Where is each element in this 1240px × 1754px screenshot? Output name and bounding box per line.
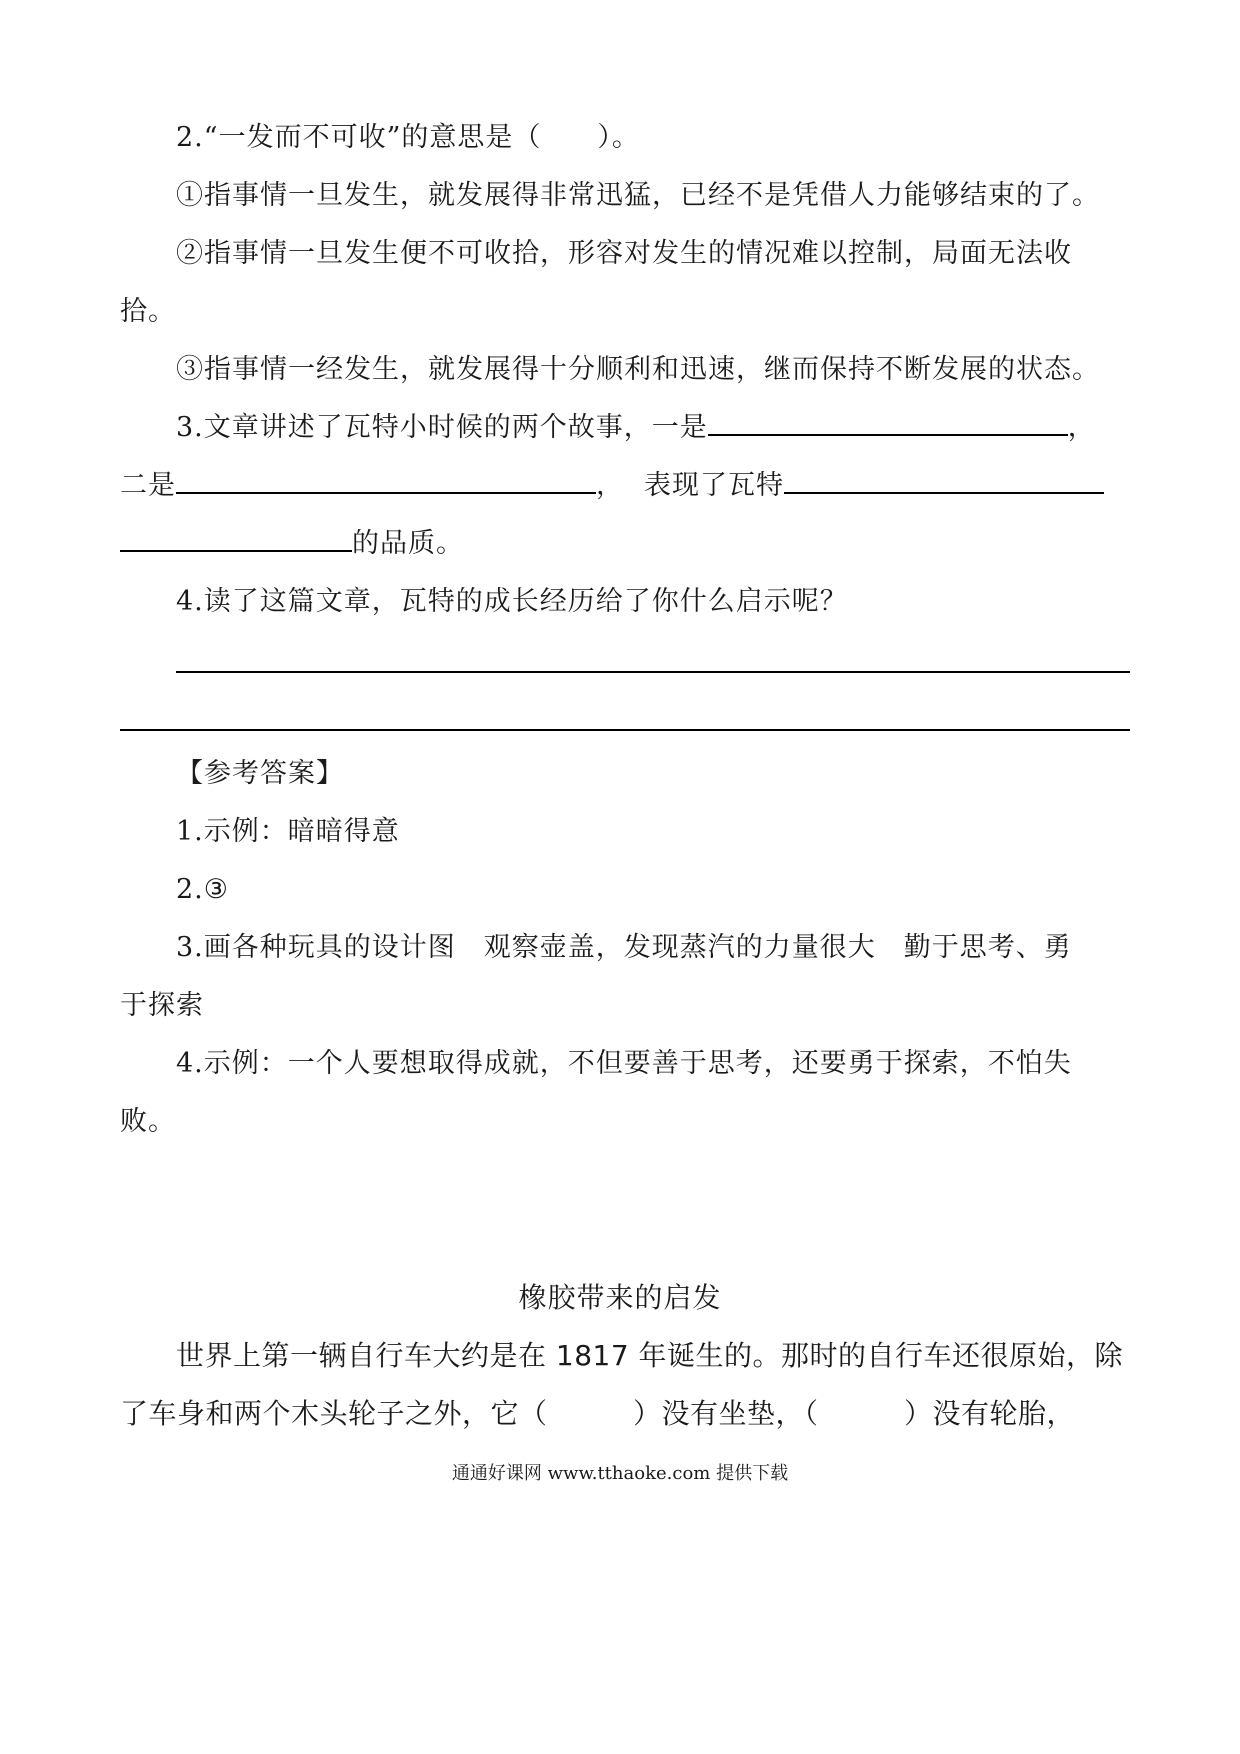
q2-option-1: ①指事情一旦发生，就发展得非常迅猛，已经不是凭借人力能够结束的了。 <box>176 180 1100 211</box>
passage-line-1: 世界上第一辆自行车大约是在 1817 年诞生的。那时的自行车还很原始，除 <box>176 1339 1124 1372</box>
answer-4-line-1: 4.示例：一个人要想取得成就，不但要善于思考，还要勇于探索，不怕失 <box>176 1048 1072 1079</box>
passage-title: 橡胶带来的启发 <box>518 1281 722 1314</box>
q3-part-1: 3.文章讲述了瓦特小时候的两个故事，一是 <box>176 412 708 443</box>
answer-3-line-1: 3.画各种玩具的设计图 观察壶盖，发现蒸汽的力量很大 勤于思考、勇 <box>176 932 1072 963</box>
q4-stem: 4.读了这篇文章，瓦特的成长经历给了你什么启示呢？ <box>176 586 848 617</box>
q3-comma-2: ， <box>596 470 624 501</box>
q3-part-3: 表现了瓦特 <box>644 470 784 501</box>
q2-option-3: ③指事情一经发生，就发展得十分顺利和迅速，继而保持不断发展的状态。 <box>176 354 1100 385</box>
q3-part-4: 的品质。 <box>352 528 464 559</box>
q3-line-2 <box>120 466 1104 506</box>
q4-answer-line-2[interactable] <box>120 729 1130 731</box>
q3-line-3 <box>120 524 464 564</box>
passage-line-2: 了车身和两个木头轮子之外，它（ ）没有坐垫，（ ）没有轮胎， <box>120 1397 1076 1430</box>
q3-blank-1[interactable] <box>708 408 1068 436</box>
answer-3-line-2: 于探索 <box>120 990 204 1021</box>
answer-2: 2.③ <box>176 874 229 905</box>
answer-1: 1.示例：暗暗得意 <box>176 816 400 847</box>
q2-option-2-line-1: ②指事情一旦发生便不可收拾，形容对发生的情况难以控制，局面无法收 <box>176 238 1072 269</box>
footer-download-note: 通通好课网 www.tthaoke.com 提供下载 <box>451 1463 789 1484</box>
answers-heading: 【参考答案】 <box>176 758 344 789</box>
q3-comma-1: ， <box>1067 412 1096 443</box>
q2-stem: 2.“一发而不可收”的意思是（ ）。 <box>176 122 640 153</box>
q4-answer-line-1[interactable] <box>176 671 1130 673</box>
q3-blank-2[interactable] <box>176 466 596 494</box>
q2-option-2-line-2: 拾。 <box>120 296 176 327</box>
q3-part-2: 二是 <box>120 470 176 501</box>
q3-blank-3[interactable] <box>784 466 1104 494</box>
q3-line-1 <box>176 408 1096 448</box>
answer-4-line-2: 败。 <box>120 1106 176 1137</box>
q3-blank-4[interactable] <box>120 524 352 552</box>
